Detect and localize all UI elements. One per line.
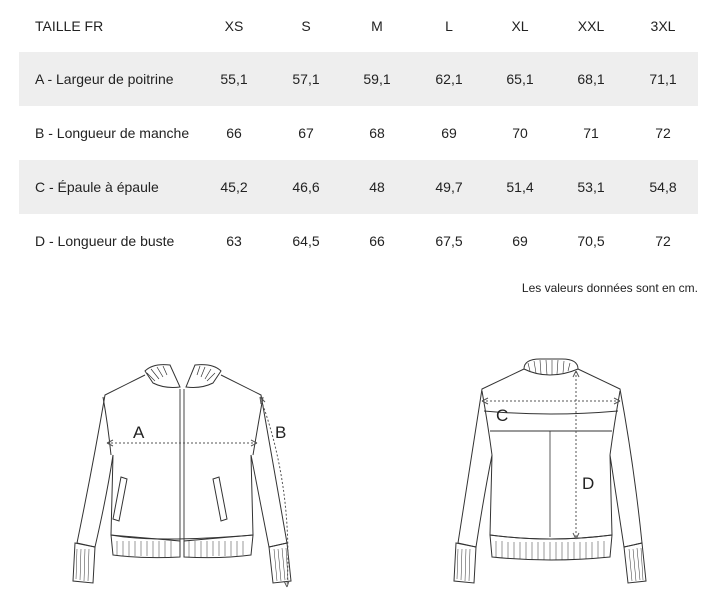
table-header-row [19,0,698,52]
measurement-value: 57,1 [292,71,320,87]
size-header: S [301,18,311,34]
table-row [19,160,698,214]
measurement-value: 66 [226,125,242,141]
measurement-value: 67 [298,125,314,141]
measurement-value: 45,2 [220,179,248,195]
measurement-value: 65,1 [506,71,534,87]
label-b: B [275,423,287,442]
measurement-value: 71 [583,125,599,141]
measurement-value: 68,1 [577,71,605,87]
measurement-value: 70 [512,125,528,141]
jacket-body [77,375,287,547]
measurement-label: D - Longueur de buste [35,233,175,249]
measurement-value: 55,1 [220,71,248,87]
label-c: C [496,406,509,425]
size-table [19,0,698,268]
label-a: A [133,423,145,442]
measurement-value: 54,8 [649,179,677,195]
measurement-value: 69 [441,125,457,141]
size-header: M [371,18,383,34]
measurement-value: 59,1 [363,71,391,87]
size-header: 3XL [650,18,676,34]
table-row [19,214,698,268]
measurement-value: 64,5 [292,233,320,249]
back-collar [524,359,578,375]
measurement-value: 53,1 [577,179,605,195]
measurement-label: A - Largeur de poitrine [35,71,174,87]
measurement-value: 72 [655,125,671,141]
jacket-back-diagram [430,345,670,595]
right-pocket [213,477,227,521]
size-header: XXL [577,18,605,34]
measurement-value: 68 [369,125,385,141]
measurement-value: 46,6 [292,179,320,195]
label-d: D [582,474,595,493]
measurement-value: 69 [512,233,528,249]
measurement-label: B - Longueur de manche [35,125,190,141]
size-header: XS [224,18,244,34]
measurement-value: 51,4 [506,179,534,195]
table-row [19,106,698,160]
measurement-value: 72 [655,233,671,249]
measurement-value: 63 [226,233,242,249]
measurement-label: C - Épaule à épaule [35,179,159,195]
units-note: Les valeurs données sont en cm. [521,281,698,295]
table-row [19,52,698,106]
measurement-value: 70,5 [577,233,605,249]
jacket-front-diagram [55,345,315,595]
measurement-value: 62,1 [435,71,463,87]
measurement-value: 48 [369,179,385,195]
back-waistband [490,535,612,560]
left-pocket [113,477,127,521]
size-header: L [445,18,453,34]
size-system-label: TAILLE FR [35,18,104,34]
size-header: XL [511,18,529,34]
measurement-value: 71,1 [649,71,677,87]
measurement-value: 49,7 [435,179,463,195]
measurement-value: 66 [369,233,385,249]
measurement-value: 67,5 [435,233,463,249]
